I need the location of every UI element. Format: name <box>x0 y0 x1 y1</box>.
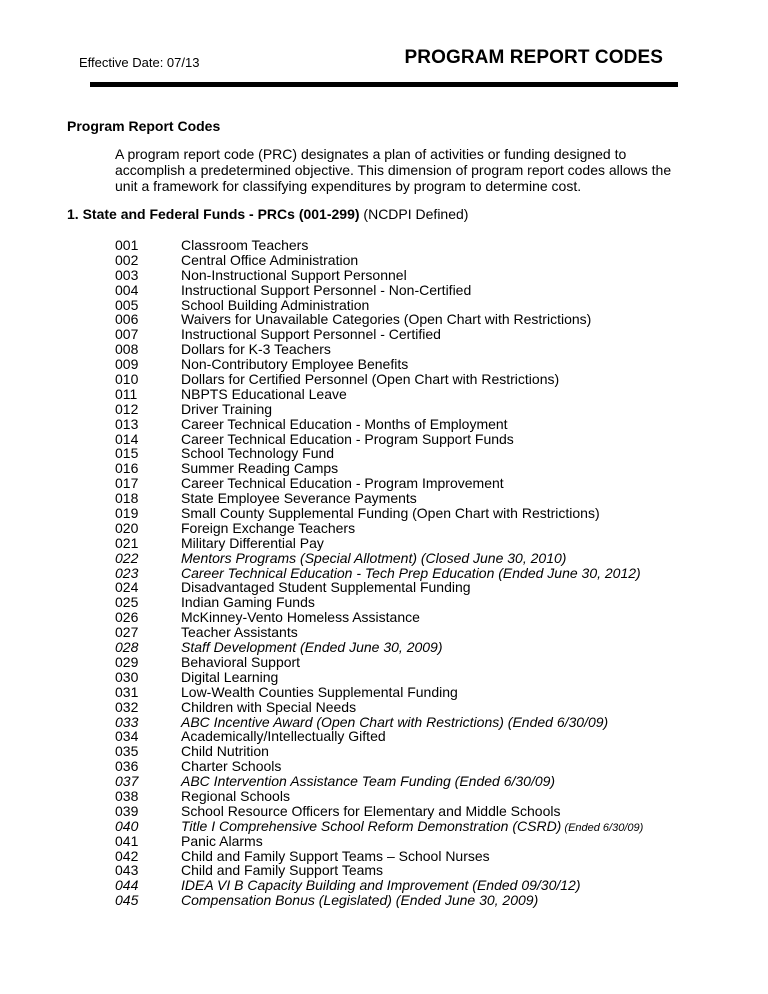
code-number: 013 <box>115 415 139 432</box>
code-description: Panic Alarms <box>181 832 263 849</box>
code-row <box>115 461 715 476</box>
code-row <box>115 298 715 313</box>
code-description: Child and Family Support Teams – School Nurses <box>181 847 490 864</box>
code-row <box>115 536 715 551</box>
code-row <box>115 312 715 327</box>
code-number: 012 <box>115 400 139 417</box>
code-number: 030 <box>115 668 139 685</box>
code-number: 040 <box>115 817 139 834</box>
code-description: School Resource Officers for Elementary and Middle Schools <box>181 802 561 819</box>
code-row <box>115 387 715 402</box>
code-number: 004 <box>115 281 139 298</box>
code-number: 026 <box>115 609 139 626</box>
code-number: 022 <box>115 549 139 566</box>
code-row <box>115 417 715 432</box>
code-row <box>115 863 715 878</box>
page-title: PROGRAM REPORT CODES <box>404 47 663 68</box>
code-number: 045 <box>115 892 139 909</box>
code-number: 032 <box>115 698 139 715</box>
code-number: 018 <box>115 490 139 507</box>
code-number: 003 <box>115 266 139 283</box>
code-row <box>115 729 715 744</box>
code-description: Mentors Programs (Special Allotment) (Closed June 30, 2010) <box>181 549 567 566</box>
code-number: 042 <box>115 847 139 864</box>
code-number: 020 <box>115 519 139 536</box>
code-row <box>115 357 715 372</box>
code-description: Indian Gaming Funds <box>181 594 315 611</box>
code-number: 002 <box>115 251 139 268</box>
code-row <box>115 834 715 849</box>
code-number: 015 <box>115 445 139 462</box>
code-number: 033 <box>115 713 139 730</box>
code-row <box>115 640 715 655</box>
code-number: 025 <box>115 594 139 611</box>
code-description: Instructional Support Personnel - Certified <box>181 326 441 343</box>
code-row <box>115 804 715 819</box>
code-number: 036 <box>115 758 139 775</box>
code-description: Non-Instructional Support Personnel <box>181 266 407 283</box>
code-number: 001 <box>115 237 139 253</box>
code-number: 041 <box>115 832 139 849</box>
intro-paragraph: A program report code (PRC) designates a plan of activities or funding designed to accomplish a predetermined objective. This dimension of program report codes allows the unit a framework for classifying expenditures by program to determine cost. <box>115 146 672 194</box>
code-description: Regional Schools <box>181 787 290 804</box>
code-number: 039 <box>115 802 139 819</box>
code-description: Instructional Support Personnel - Non-Certified <box>181 281 472 298</box>
code-row <box>115 476 715 491</box>
code-row <box>115 342 715 357</box>
code-number: 009 <box>115 356 139 373</box>
code-description: Disadvantaged Student Supplemental Funding <box>181 579 471 596</box>
code-number: 031 <box>115 683 139 700</box>
code-row <box>115 744 715 759</box>
code-number: 023 <box>115 564 139 581</box>
code-description: Small County Supplemental Funding (Open Chart with Restrictions) <box>181 505 600 522</box>
code-row <box>115 566 715 581</box>
code-description: Career Technical Education - Months of Employment <box>181 415 508 432</box>
code-row <box>115 238 715 253</box>
code-row <box>115 849 715 864</box>
code-row <box>115 506 715 521</box>
header-divider <box>90 82 678 87</box>
code-description: McKinney-Vento Homeless Assistance <box>181 609 420 626</box>
code-description: Title I Comprehensive School Reform Demonstration (CSRD) <box>181 817 562 834</box>
code-row <box>115 551 715 566</box>
code-row <box>115 610 715 625</box>
code-description: Central Office Administration <box>181 251 359 268</box>
code-row <box>115 685 715 700</box>
code-description: School Technology Fund <box>181 445 335 462</box>
code-description: Military Differential Pay <box>181 534 324 551</box>
code-number: 021 <box>115 534 139 551</box>
code-description: Career Technical Education - Program Support Funds <box>181 430 514 447</box>
code-row <box>115 700 715 715</box>
code-row <box>115 893 715 908</box>
code-description: State Employee Severance Payments <box>181 490 417 507</box>
code-number: 027 <box>115 624 139 641</box>
code-description: Digital Learning <box>181 668 279 685</box>
code-number: 010 <box>115 371 139 388</box>
code-number: 014 <box>115 430 139 447</box>
code-number: 028 <box>115 639 139 656</box>
code-row <box>115 446 715 461</box>
code-row <box>115 595 715 610</box>
code-row <box>115 655 715 670</box>
code-row <box>115 580 715 595</box>
code-number: 011 <box>115 385 138 402</box>
code-number: 016 <box>115 460 139 477</box>
code-number: 017 <box>115 475 139 492</box>
code-description: Dollars for Certified Personnel (Open Chart with Restrictions) <box>181 371 560 388</box>
code-description: Foreign Exchange Teachers <box>181 519 356 536</box>
section-title: Program Report Codes <box>67 118 221 134</box>
code-description: School Building Administration <box>181 296 370 313</box>
code-description: Teacher Assistants <box>181 624 298 641</box>
code-row <box>115 521 715 536</box>
code-description: Career Technical Education - Tech Prep Education (Ended June 30, 2012) <box>181 564 641 581</box>
code-row <box>115 491 715 506</box>
code-description: Non-Contributory Employee Benefits <box>181 356 409 373</box>
code-description-suffix: (Ended 6/30/09) <box>561 821 644 834</box>
code-number: 035 <box>115 743 139 760</box>
code-row <box>115 819 715 834</box>
code-number: 029 <box>115 653 139 670</box>
code-number: 037 <box>115 773 139 790</box>
code-description: Child Nutrition <box>181 743 269 760</box>
code-number: 034 <box>115 728 139 745</box>
code-number: 043 <box>115 862 139 879</box>
code-row <box>115 878 715 893</box>
code-number: 006 <box>115 311 139 328</box>
code-list <box>115 238 715 908</box>
code-row <box>115 625 715 640</box>
code-row <box>115 759 715 774</box>
code-row <box>115 670 715 685</box>
code-row <box>115 283 715 298</box>
code-description: Staff Development (Ended June 30, 2009) <box>181 639 443 656</box>
code-description: Child and Family Support Teams <box>181 862 384 879</box>
code-description: IDEA VI B Capacity Building and Improvement (Ended 09/30/12) <box>181 877 581 894</box>
code-row <box>115 774 715 789</box>
code-row <box>115 253 715 268</box>
code-description: Children with Special Needs <box>181 698 357 715</box>
code-number: 005 <box>115 296 139 313</box>
code-row <box>115 789 715 804</box>
code-number: 008 <box>115 341 139 358</box>
code-description: Waivers for Unavailable Categories (Open Chart with Restrictions) <box>181 311 592 328</box>
code-number: 038 <box>115 787 139 804</box>
subsection-title <box>67 206 468 222</box>
code-number: 024 <box>115 579 139 596</box>
code-description: NBPTS Educational Leave <box>181 385 347 402</box>
code-number: 007 <box>115 326 139 343</box>
code-description: Academically/Intellectually Gifted <box>181 728 386 745</box>
code-description: Career Technical Education - Program Improvement <box>181 475 504 492</box>
code-description: Driver Training <box>181 400 273 417</box>
code-row <box>115 402 715 417</box>
code-description: Behavioral Support <box>181 653 301 670</box>
effective-date: Effective Date: 07/13 <box>79 55 200 70</box>
code-row <box>115 372 715 387</box>
code-description: Charter Schools <box>181 758 282 775</box>
subsection-note: (NCDPI Defined) <box>363 206 469 222</box>
code-number: 044 <box>115 877 139 894</box>
code-description: Dollars for K-3 Teachers <box>181 341 331 358</box>
code-description: Classroom Teachers <box>181 237 309 253</box>
code-row <box>115 432 715 447</box>
code-description: Summer Reading Camps <box>181 460 339 477</box>
code-description: Low-Wealth Counties Supplemental Funding <box>181 683 458 700</box>
code-description: Compensation Bonus (Legislated) (Ended June 30, 2009) <box>181 892 539 909</box>
code-description: ABC Intervention Assistance Team Funding (Ended 6/30/09) <box>181 773 556 790</box>
code-row <box>115 715 715 730</box>
code-row <box>115 327 715 342</box>
code-description: ABC Incentive Award (Open Chart with Restrictions) (Ended 6/30/09) <box>181 713 609 730</box>
code-number: 019 <box>115 505 139 522</box>
code-row <box>115 268 715 283</box>
subsection-title-bold: 1. State and Federal Funds - PRCs (001-299) <box>67 206 360 222</box>
